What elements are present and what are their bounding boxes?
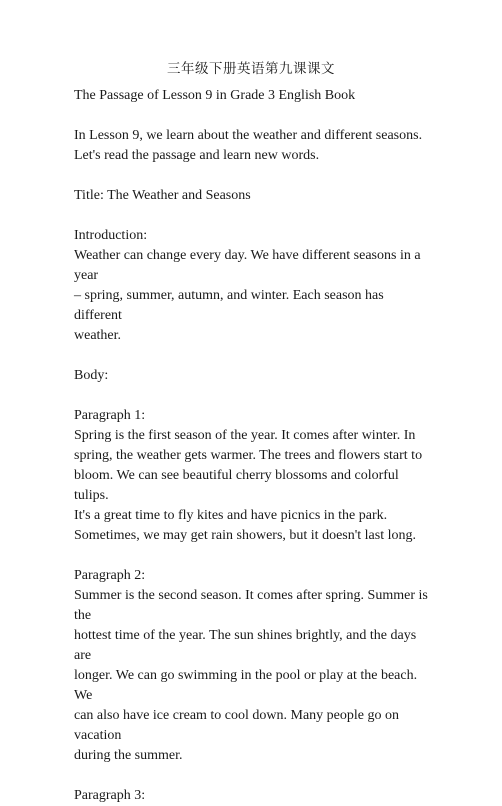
paragraph-2-line: hottest time of the year. The sun shines brightly, and the days are — [74, 628, 417, 663]
paragraph-2-heading: Paragraph 2: — [74, 568, 146, 583]
intro-line-1: In Lesson 9, we learn about the weather and different seasons. — [74, 128, 423, 143]
paragraph-1-line: Spring is the first season of the year. It comes after winter. In — [74, 428, 416, 443]
introduction-line: Weather can change every day. We have different seasons in a year — [74, 248, 421, 283]
subtitle: The Passage of Lesson 9 in Grade 3 English Book — [74, 88, 356, 103]
paragraph-1-line: Sometimes, we may get rain showers, but it doesn't last long. — [74, 528, 416, 543]
introduction-heading: Introduction: — [74, 228, 148, 243]
paragraph-1-line: spring, the weather gets warmer. The trees and flowers start to — [74, 448, 423, 463]
introduction-line: – spring, summer, autumn, and winter. Each season has different — [74, 288, 384, 323]
paragraph-1-line: bloom. We can see beautiful cherry blossoms and colorful tulips. — [74, 468, 399, 503]
introduction-line: weather. — [74, 328, 122, 343]
paragraph-1-line: It's a great time to fly kites and have picnics in the park. — [74, 508, 388, 523]
paragraph-1-heading: Paragraph 1: — [74, 408, 146, 423]
paragraph-3-heading: Paragraph 3: — [74, 788, 146, 803]
intro-line-2: Let's read the passage and learn new words. — [74, 148, 320, 163]
paragraph-2-line: can also have ice cream to cool down. Many people go on vacation — [74, 708, 400, 743]
paragraph-2-line: longer. We can go swimming in the pool or play at the beach. We — [74, 668, 418, 703]
body-heading: Body: — [74, 368, 109, 383]
paragraph-2-line: Summer is the second season. It comes after spring. Summer is the — [74, 588, 428, 623]
document-body — [74, 86, 434, 806]
passage-title: Title: The Weather and Seasons — [74, 188, 251, 203]
document-title: 三年级下册英语第九课课文 — [167, 61, 335, 77]
paragraph-2-line: during the summer. — [74, 748, 183, 763]
